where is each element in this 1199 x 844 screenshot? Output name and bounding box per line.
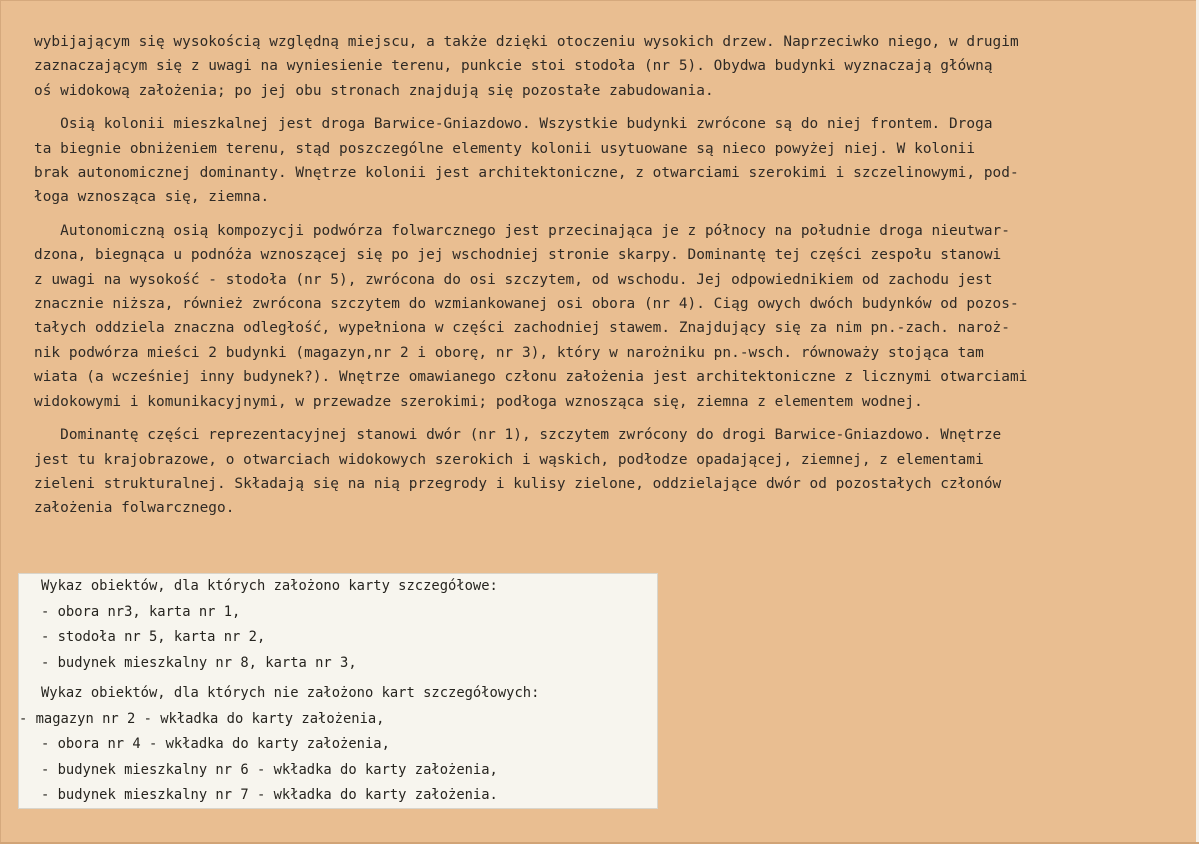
paragraph-gap — [34, 103, 1164, 112]
paragraph-line: oś widokową założenia; po jej obu stronach znajdują się pozostałe zabudowania. — [34, 82, 714, 99]
list-item: - obora nr 4 - wkładka do karty założenia, — [41, 736, 390, 752]
paragraph-line: brak autonomicznej dominanty. Wnętrze kolonii jest architektoniczne, z otwarciami szerokimi i szczelinowymi, pod- — [34, 165, 1019, 182]
list-item: - budynek mieszkalny nr 8, karta nr 3, — [41, 654, 357, 671]
paragraph-line: widokowymi i komunikacyjnymi, w przewadze szerokimi; podłoga wznosząca się, ziemna z elementem wodnej. — [34, 393, 923, 410]
list-item: - budynek mieszkalny nr 6 - wkładka do karty założenia, — [41, 761, 498, 778]
paragraph-line: z uwagi na wysokość - stodoła (nr 5), zwrócona do osi szczytem, od wschodu. Jej odpowiednikiem od zachodu jest — [34, 271, 993, 288]
list-item: - budynek mieszkalny nr 7 - wkładka do karty założenia. — [41, 787, 498, 803]
paragraph-line: Dominantę części reprezentacyjnej stanowi dwór (nr 1), szczytem zwrócony do drogi Barwice-Gniazdowo. Wnętrze — [34, 427, 1002, 444]
pasted-list-slip — [18, 573, 658, 809]
paragraph-gap — [34, 414, 1164, 423]
paragraph-line: dzona, biegnąca u podnóża wznoszącej się po jej wschodniej stronie skarpy. Dominantę tej części zespołu stanowi — [34, 247, 1002, 264]
document-text — [34, 30, 1164, 521]
paragraph-3 — [34, 219, 1164, 414]
paragraph-line: wybijającym się wysokością względną miejscu, a także dzięki otoczeniu wysokich drzew. Naprzeciwko niego, w drugim — [34, 34, 1019, 50]
paragraph-line: zieleni strukturalnej. Składają się na nią przegrody i kulisy zielone, oddzielające dwór od pozostałych członów — [34, 475, 1002, 492]
list-item: - magazyn nr 2 - wkładka do karty założenia, — [19, 710, 385, 727]
paragraph-line: założenia folwarcznego. — [34, 500, 235, 517]
list-item: - obora nr3, karta nr 1, — [41, 603, 241, 620]
paragraph-1 — [34, 30, 1164, 103]
paragraph-line: wiata (a wcześniej inny budynek?). Wnętrze omawianego członu założenia jest architektoniczne z licznymi otwarciami — [34, 369, 1028, 386]
list-title-detailed-cards: Wykaz obiektów, dla których założono karty szczegółowe: — [41, 578, 498, 594]
paragraph-line: tałych oddziela znaczna odległość, wypełniona w części zachodniej stawem. Znajdujący się za nim pn.-zach. naroż- — [34, 320, 1010, 337]
paragraph-line: nik podwórza mieści 2 budynki (magazyn,nr 2 i oborę, nr 3), który w narożniku pn.-wsch. równoważy stojąca tam — [34, 344, 984, 361]
paragraph-line: znacznie niższa, również zwrócona szczytem do wzmiankowanej osi obora (nr 4). Ciąg owych dwóch budynków od pozos- — [34, 296, 1019, 313]
paragraph-2 — [34, 112, 1164, 210]
list-title-no-detailed-cards: Wykaz obiektów, dla których nie założono kart szczegółowych: — [41, 685, 540, 701]
list-item: - stodoła nr 5, karta nr 2, — [41, 629, 266, 645]
paragraph-line: Osią kolonii mieszkalnej jest droga Barwice-Gniazdowo. Wszystkie budynki zwrócone są do niej frontem. Droga — [34, 116, 993, 133]
paragraph-line: Autonomiczną osią kompozycji podwórza folwarcznego jest przecinająca je z północy na południe droga nieutwar- — [34, 222, 1010, 239]
paragraph-line: ta biegnie obniżeniem terenu, stąd poszczególne elementy kolonii usytuowane są nieco powyżej niej. W kolonii — [34, 140, 976, 157]
paragraph-line: jest tu krajobrazowe, o otwarciach widokowych szerokich i wąskich, podłodze opadającej, ziemnej, z elementami — [34, 451, 984, 468]
paragraph-line: zaznaczającym się z uwagi na wyniesienie terenu, punkcie stoi stodoła (nr 5). Obydwa budynki wyznaczają główną — [34, 58, 993, 75]
paragraph-4 — [34, 423, 1164, 521]
paragraph-line: łoga wznosząca się, ziemna. — [34, 189, 270, 206]
object-lists — [19, 574, 659, 809]
paragraph-gap — [34, 210, 1164, 219]
